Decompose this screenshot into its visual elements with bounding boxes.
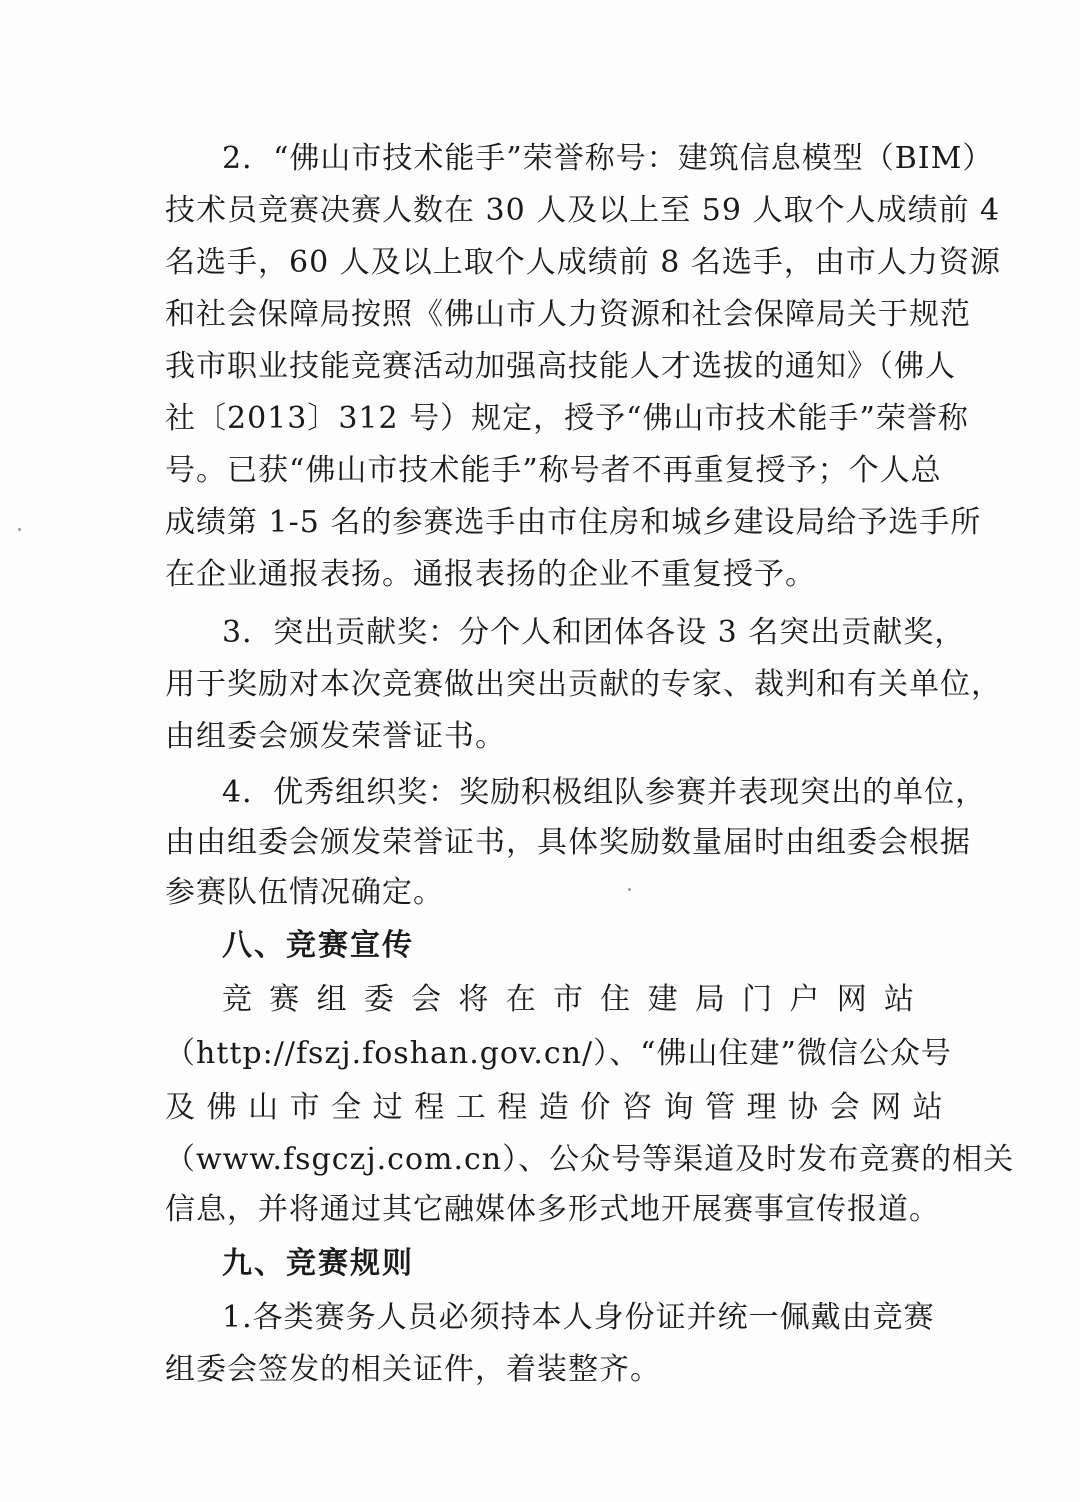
section9-line-2: 组委会签发的相关证件，着装整齐。 — [165, 1352, 661, 1387]
item3-line-3: 由组委会颁发荣誉证书。 — [165, 719, 506, 754]
section8-heading: 八、竞赛宣传 — [222, 928, 414, 963]
item3-line-1: 3．突出贡献奖：分个人和团体各设 3 名突出贡献奖， — [222, 615, 966, 650]
scan-speck — [18, 528, 21, 531]
section8-line-4: （www.fsgczj.com.cn）、公众号等渠道及时发布竞赛的相关 — [165, 1142, 1015, 1177]
section8-line-5: 信息，并将通过其它融媒体多形式地开展赛事宣传报道。 — [165, 1192, 940, 1227]
item2-line-2: 技术员竞赛决赛人数在 30 人及以上至 59 人取个人成绩前 4 — [165, 193, 1001, 228]
item2-line-5: 我市职业技能竞赛活动加强高技能人才选拔的通知》（佛人 — [165, 349, 956, 384]
item3-line-2: 用于奖励对本次竞赛做出突出贡献的专家、裁判和有关单位， — [165, 667, 1002, 702]
section8-line-2: （http://fszj.foshan.gov.cn/）、“佛山住建”微信公众号 — [165, 1036, 952, 1071]
item4-line-2: 由由组委会颁发荣誉证书，具体奖励数量届时由组委会根据 — [165, 825, 971, 860]
section8-line-3: 及 佛 山 市 全 过 程 工 程 造 价 咨 询 管 理 协 会 网 站 — [165, 1090, 944, 1125]
section8-line-1: 竞 赛 组 委 会 将 在 市 住 建 局 门 户 网 站 — [222, 982, 915, 1017]
item2-line-1: 2．“佛山市技术能手”荣誉称号：建筑信息模型（BIM） — [222, 141, 994, 176]
item2-line-8: 成绩第 1-5 名的参赛选手由市住房和城乡建设局给予选手所 — [165, 505, 982, 540]
item2-line-9: 在企业通报表扬。通报表扬的企业不重复授予。 — [165, 557, 816, 592]
item2-line-7: 号。已获“佛山市技术能手”称号者不再重复授予；个人总 — [165, 453, 942, 488]
section9-line-1: 1.各类赛务人员必须持本人身份证并统一佩戴由竞赛 — [222, 1300, 935, 1335]
item4-line-3: 参赛队伍情况确定。 — [165, 875, 444, 910]
item2-line-4: 和社会保障局按照《佛山市人力资源和社会保障局关于规范 — [165, 297, 971, 332]
scan-speck — [628, 888, 631, 891]
item2-line-3: 名选手，60 人及以上取个人成绩前 8 名选手，由市人力资源 — [165, 245, 1001, 280]
section9-heading: 九、竞赛规则 — [222, 1246, 414, 1281]
item4-line-1: 4．优秀组织奖：奖励积极组队参赛并表现突出的单位， — [222, 775, 987, 810]
item2-line-6: 社〔2013〕312 号）规定，授予“佛山市技术能手”荣誉称 — [165, 401, 969, 436]
